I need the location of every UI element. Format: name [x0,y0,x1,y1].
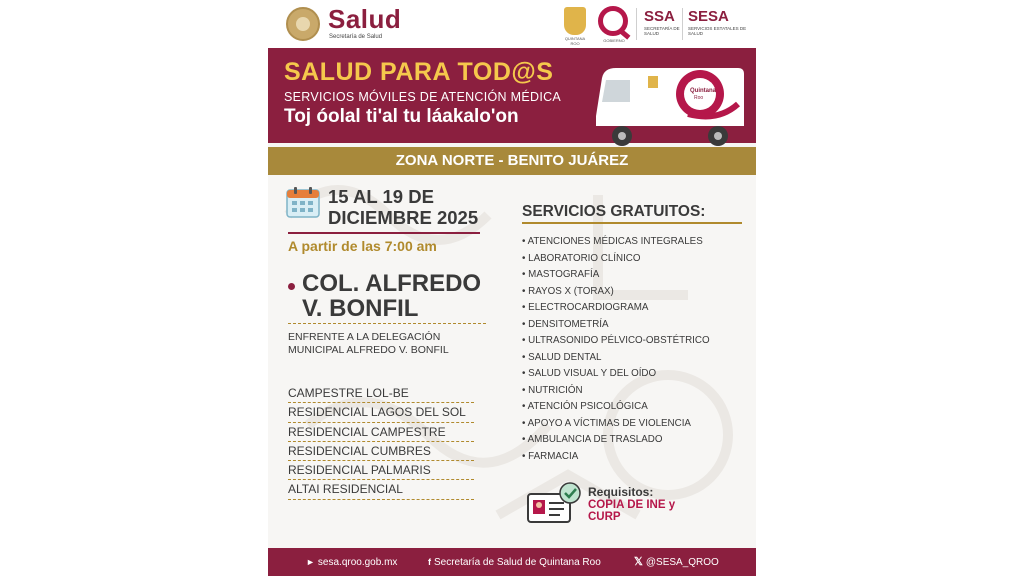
event-time: A partir de las 7:00 am [288,238,437,254]
maya-slogan: Toj óolal ti'al tu láakalo'on [284,106,519,127]
service-item: • SALUD DENTAL [522,351,752,368]
service-item: • APOYO A VÍCTIMAS DE VIOLENCIA [522,417,752,434]
header [268,0,756,48]
service-item: • NUTRICIÓN [522,384,752,401]
poster [268,0,756,576]
service-item: • LABORATORIO CLÍNICO [522,252,752,269]
bullet-icon [288,283,295,290]
campaign-title: SALUD PARA TOD@S [284,58,554,86]
quintana-roo-q-logo-icon [598,6,628,36]
divider [288,232,480,234]
neighborhood-item: ALTAI RESIDENCIAL [288,480,474,499]
service-item: • RAYOS X (TORAX) [522,285,752,302]
neighborhood-item: RESIDENCIAL LAGOS DEL SOL [288,403,474,422]
website-link[interactable] [306,548,397,576]
ssa-subtitle: SECRETARÍA DE SALUD [644,26,680,36]
mobile-clinic-van-icon [588,56,748,148]
neighborhood-item: RESIDENCIAL CAMPESTRE [288,423,474,442]
svg-text:Roo: Roo [694,95,704,101]
divider [522,222,742,224]
sesa-subtitle: SERVICIOS ESTATALES DE SALUD [688,26,747,36]
location-reference: ENFRENTE A LA DELEGACIÓN MUNICIPAL ALFREDO V. BONFIL [288,331,449,356]
national-seal-icon [286,7,320,41]
neighborhood-item: RESIDENCIAL CUMBRES [288,442,474,461]
service-item: • DENSITOMETRÍA [522,318,752,335]
id-card-check-icon [526,482,582,526]
header-divider [636,8,637,40]
neighborhood-item: CAMPESTRE LOL-BE [288,384,474,403]
x-icon: 𝕏 [634,556,643,568]
service-item: • FARMACIA [522,450,752,467]
calendar-icon [286,186,320,218]
service-item: • AMBULANCIA DE TRASLADO [522,433,752,450]
sesa-logo-text: SESA [688,8,729,25]
quintana-roo-shield-icon [564,7,586,35]
service-item: • ATENCIONES MÉDICAS INTEGRALES [522,235,752,252]
facebook-link[interactable] [428,548,601,576]
q-logo-caption: GOBIERNO [603,38,625,43]
pointer-icon: ► [306,557,315,567]
service-item: • ULTRASONIDO PÉLVICO-OBSTÉTRICO [522,334,752,351]
service-item: • ELECTROCARDIOGRAMA [522,301,752,318]
services-title: SERVICIOS GRATUITOS: [522,203,706,220]
service-item: • ATENCIÓN PSICOLÓGICA [522,400,752,417]
shield-caption: QUINTANA ROO [564,36,586,46]
campaign-banner [268,48,756,143]
service-item: • SALUD VISUAL Y DEL OÍDO [522,367,752,384]
x-link[interactable] [634,548,719,576]
footer [268,548,756,576]
divider [288,323,486,324]
svg-text:Quintana: Quintana [690,88,717,94]
colonia-name: COL. ALFREDO V. BONFIL [302,270,482,322]
requirements-label: Requisitos: [588,485,654,499]
website-text: sesa.qroo.gob.mx [317,557,398,568]
zone-bar: ZONA NORTE - BENITO JUÁREZ [268,147,756,175]
event-date: 15 AL 19 DE DICIEMBRE 2025 [328,186,479,228]
facebook-text: Secretaría de Salud de Quintana Roo [434,557,601,568]
facebook-icon: f [428,557,431,567]
ssa-logo-text: SSA [644,8,675,25]
services-list [522,235,752,466]
neighborhood-item: RESIDENCIAL PALMARIS [288,461,474,480]
requirements-value: COPIA DE INE y CURP [588,499,676,523]
x-handle-text: @SESA_QROO [645,557,719,568]
salud-logo-subtitle: Secretaría de Salud [329,34,383,40]
header-divider [682,8,683,40]
campaign-subtitle: SERVICIOS MÓVILES DE ATENCIÓN MÉDICA [284,90,562,104]
salud-logo-text: Salud [328,4,402,34]
nearby-neighborhoods-list [288,384,474,500]
service-item: • MASTOGRAFÍA [522,268,752,285]
